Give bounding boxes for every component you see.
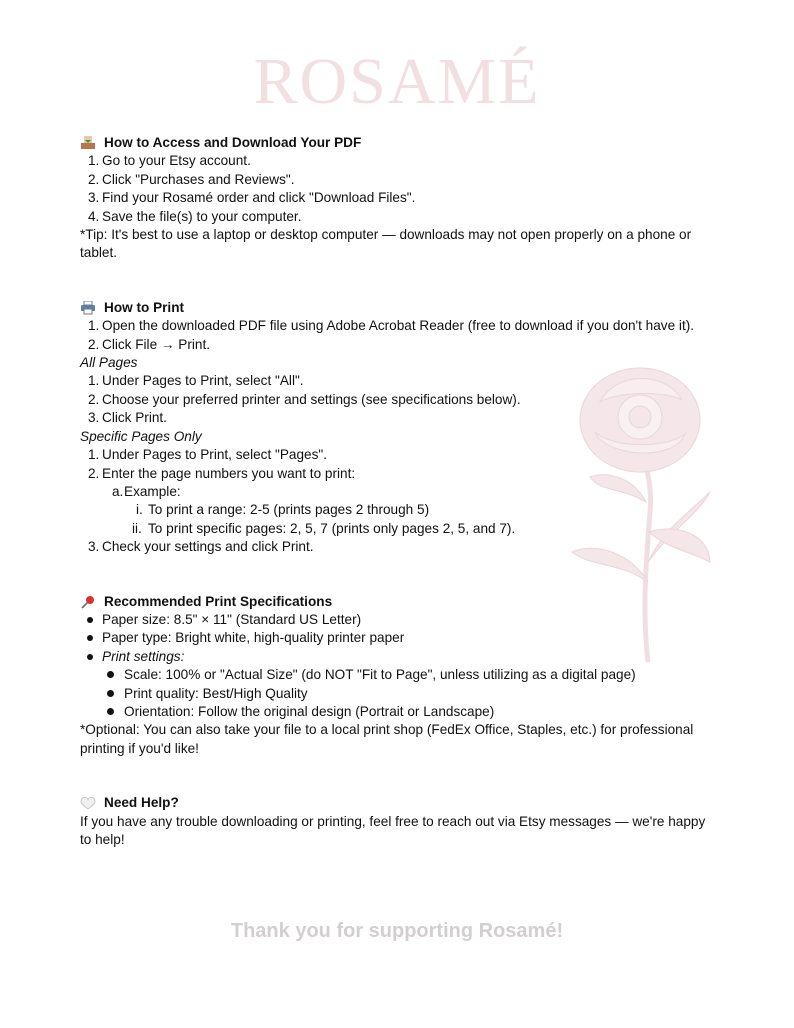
list-item: Print settings: — [80, 648, 720, 666]
list-item: 1. Go to your Etsy account. — [88, 153, 251, 169]
pushpin-icon — [80, 595, 96, 609]
all-pages-steps — [80, 372, 720, 427]
access-tip: *Tip: It's best to use a laptop or desktop computer — downloads may not open properly on a phone or tablet. — [80, 227, 692, 261]
list-item: 1. Open the downloaded PDF file using Adobe Acrobat Reader (free to download if you don't have it). — [88, 318, 695, 334]
print-heading — [80, 299, 720, 317]
list-item: 1. Under Pages to Print, select "All". — [88, 373, 304, 389]
access-heading — [80, 134, 720, 152]
list-item: 4. Save the file(s) to your computer. — [88, 208, 302, 224]
all-pages-label: All Pages — [80, 355, 138, 371]
access-title: How to Access and Download Your PDF — [104, 135, 362, 150]
example-item: a. Example: — [112, 483, 181, 499]
list-item: 2. Enter the page numbers you want to print: — [88, 465, 356, 481]
list-item: 2. Choose your preferred printer and settings (see specifications below). — [88, 391, 521, 407]
help-heading — [80, 794, 720, 812]
list-item: 3. Check your settings and click Print. — [88, 539, 314, 555]
access-steps — [80, 152, 720, 226]
help-text: If you have any trouble downloading or printing, feel free to reach out via Etsy messages — we're happy to help! — [80, 813, 706, 847]
list-item: Paper type: Bright white, high-quality printer paper — [80, 629, 720, 647]
brand-logo: ROSAMÉ — [253, 45, 541, 118]
print-steps — [80, 317, 720, 354]
list-item: Paper size: 8.5" × 11" (Standard US Letter) — [80, 611, 720, 629]
list-item: 1. Under Pages to Print, select "Pages". — [88, 447, 328, 463]
specific-pages-final — [80, 538, 720, 556]
specs-optional: *Optional: You can also take your file to a local print shop (FedEx Office, Staples, etc.) for professional printing if you'd like! — [80, 722, 694, 756]
printer-icon — [80, 301, 96, 315]
list-item: Orientation: Follow the original design (Portrait or Landscape) — [80, 703, 720, 721]
instructions-content — [80, 134, 720, 849]
specs-heading — [80, 593, 720, 611]
white-heart-icon — [80, 796, 96, 810]
print-settings-list — [80, 666, 720, 721]
list-item: Print quality: Best/High Quality — [80, 685, 720, 703]
inbox-download-icon — [80, 136, 96, 150]
list-item: 2. Click File → Print. — [88, 336, 211, 352]
list-item: 3. Find your Rosamé order and click "Download Files". — [88, 190, 416, 206]
specs-list — [80, 611, 720, 666]
help-title: Need Help? — [104, 795, 179, 811]
example-range: i. To print a range: 2-5 (prints pages 2 through 5) — [136, 502, 430, 518]
example-specific: ii. To print specific pages: 2, 5, 7 (prints only pages 2, 5, and 7). — [132, 520, 516, 536]
list-item: 3. Click Print. — [88, 410, 167, 426]
specific-pages-label: Specific Pages Only — [80, 428, 202, 444]
thank-you-message: Thank you for supporting Rosamé! — [230, 920, 564, 942]
list-item: Scale: 100% or "Actual Size" (do NOT "Fit to Page", unless utilizing as a digital page) — [80, 666, 720, 684]
specific-pages-steps — [80, 446, 720, 483]
print-title: How to Print — [104, 299, 185, 315]
list-item: 2. Click "Purchases and Reviews". — [88, 171, 295, 187]
specs-title: Recommended Print Specifications — [104, 593, 333, 609]
